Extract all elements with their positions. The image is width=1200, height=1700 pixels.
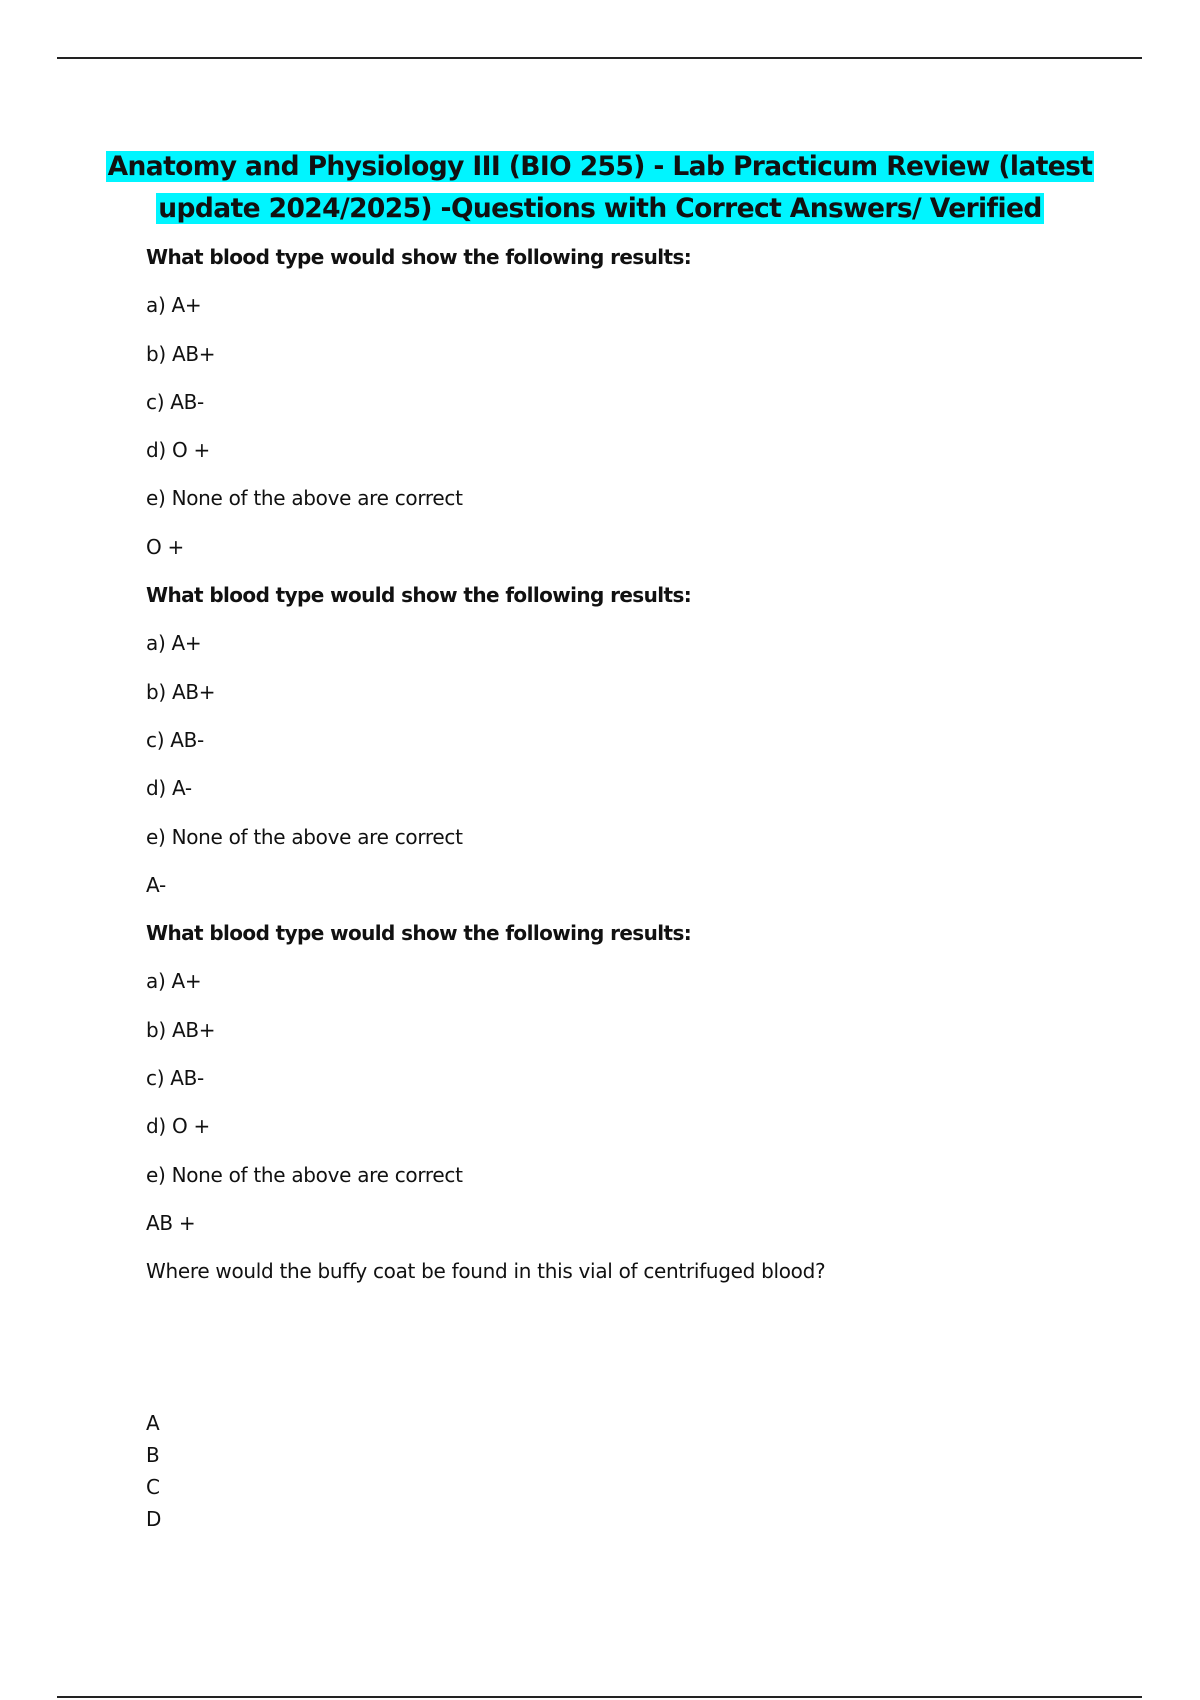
correct-answer: O + [146, 534, 184, 559]
correct-answer: AB + [146, 1210, 196, 1235]
vial-choice: D [146, 1506, 162, 1531]
question-prompt: What blood type would show the following results: [146, 245, 692, 269]
question-prompt-buffy-coat: Where would the buffy coat be found in this vial of centrifuged blood? [146, 1259, 826, 1284]
header-rule [57, 57, 1142, 59]
title-line-2: update 2024/2025) -Questions with Correct Answers/ Verified [158, 193, 1042, 224]
correct-answer: A- [146, 872, 166, 897]
question-prompt: What blood type would show the following results: [146, 583, 692, 608]
answer-option: c) AB- [146, 1066, 204, 1091]
title-line-1: Anatomy and Physiology III (BIO 255) - Lab Practicum Review (latest [107, 151, 1093, 182]
answer-option: c) AB- [146, 389, 204, 414]
answer-option: b) AB+ [146, 1017, 216, 1042]
answer-option: d) A- [146, 776, 192, 801]
vial-choice: B [146, 1442, 160, 1467]
answer-option: d) O + [146, 1114, 210, 1139]
answer-option: a) A+ [146, 293, 202, 318]
vial-choice: A [146, 1410, 160, 1435]
answer-option: e) None of the above are correct [146, 1162, 463, 1187]
answer-option: a) A+ [146, 631, 202, 656]
answer-option: e) None of the above are correct [146, 824, 463, 849]
image-placeholder-space [146, 1308, 1106, 1411]
vial-choice-list [146, 1411, 1106, 1531]
footer-rule [57, 1696, 1142, 1698]
answer-option: a) A+ [146, 969, 202, 994]
document-body [146, 245, 1106, 1539]
answer-option: d) O + [146, 438, 210, 463]
vial-choice: C [146, 1474, 160, 1499]
answer-option: b) AB+ [146, 341, 216, 366]
answer-option: e) None of the above are correct [146, 486, 463, 511]
question-prompt: What blood type would show the following results: [146, 921, 692, 946]
answer-option: b) AB+ [146, 679, 216, 704]
answer-option: c) AB- [146, 727, 204, 752]
document-title [100, 146, 1100, 230]
